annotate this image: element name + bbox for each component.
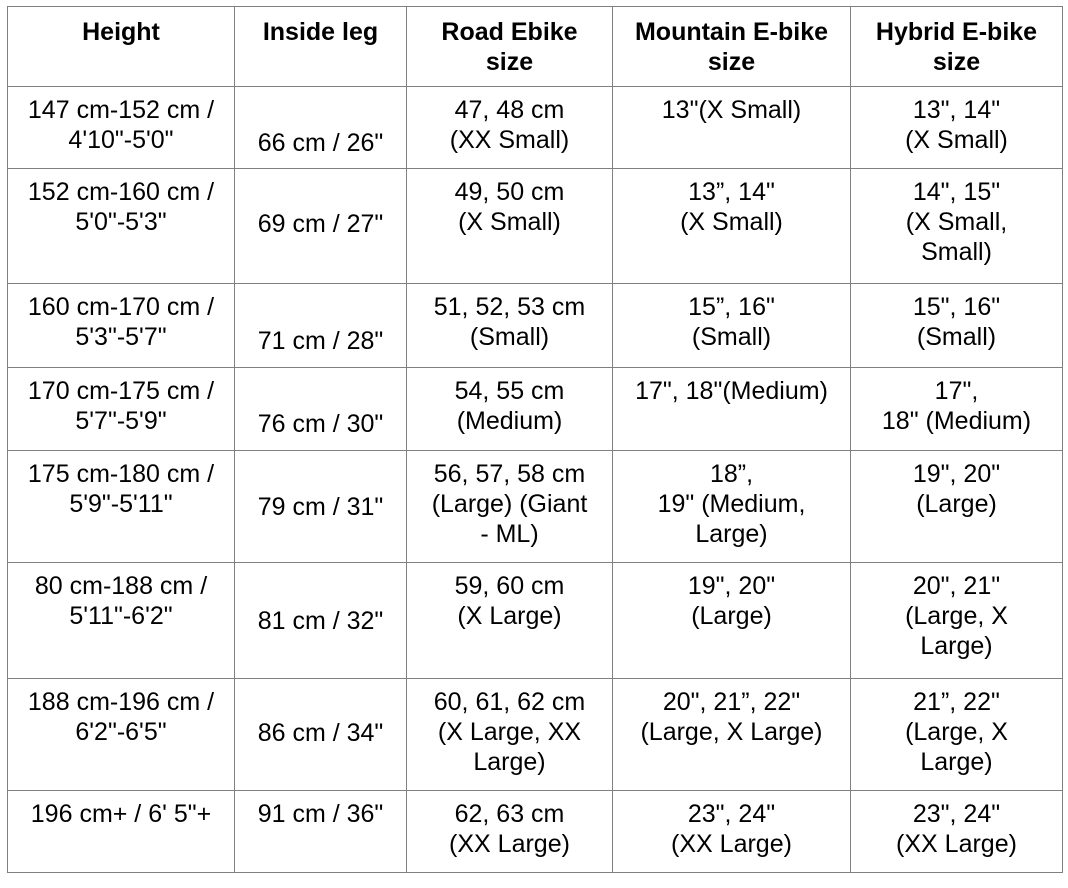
inside-leg-cell [235,563,407,679]
hybrid-size-cell: 19", 20" (Large) [851,451,1063,563]
header-road-ebike-size: Road Ebike size [407,7,613,87]
height-cell: 152 cm-160 cm / 5'0"-5'3" [8,169,235,284]
mountain-size-cell: 13"(X Small) [613,87,851,169]
inside-leg-cell [235,368,407,451]
height-cell: 196 cm+ / 6' 5"+ [8,791,235,873]
mountain-size-cell: 17", 18"(Medium) [613,368,851,451]
inside-leg-cell [235,284,407,368]
inside-leg-value: 76 cm / 30" [257,410,384,438]
inside-leg-cell [235,169,407,284]
header-mountain-ebike-size: Mountain E-bike size [613,7,851,87]
inside-leg-value: 71 cm / 28" [257,326,384,355]
bike-size-table [7,6,1063,873]
hybrid-size-cell: 14", 15" (X Small, Small) [851,169,1063,284]
mountain-size-cell: 13”, 14" (X Small) [613,169,851,284]
height-cell: 80 cm-188 cm / 5'11"-6'2" [8,563,235,679]
table-row [8,791,1063,873]
table-row [8,368,1063,451]
hybrid-size-cell: 21”, 22" (Large, X Large) [851,679,1063,791]
table-row [8,563,1063,679]
inside-leg-cell [235,679,407,791]
hybrid-size-cell: 17", 18" (Medium) [851,368,1063,451]
table-row [8,284,1063,368]
hybrid-size-cell: 15", 16" (Small) [851,284,1063,368]
inside-leg-value: 91 cm / 36" [257,800,384,828]
inside-leg-cell [235,791,407,873]
table-row [8,679,1063,791]
road-size-cell: 60, 61, 62 cm (X Large, XX Large) [407,679,613,791]
road-size-cell: 49, 50 cm (X Small) [407,169,613,284]
road-size-cell: 47, 48 cm (XX Small) [407,87,613,169]
table-row [8,87,1063,169]
inside-leg-value: 79 cm / 31" [257,492,384,521]
header-row [8,7,1063,87]
inside-leg-cell [235,87,407,169]
inside-leg-value: 86 cm / 34" [257,718,384,747]
road-size-cell: 62, 63 cm (XX Large) [407,791,613,873]
header-inside-leg: Inside leg [235,7,407,87]
table-row [8,451,1063,563]
road-size-cell: 56, 57, 58 cm (Large) (Giant - ML) [407,451,613,563]
mountain-size-cell: 18”, 19" (Medium, Large) [613,451,851,563]
table-row [8,169,1063,284]
inside-leg-value: 81 cm / 32" [257,606,384,635]
header-hybrid-ebike-size: Hybrid E-bike size [851,7,1063,87]
hybrid-size-cell: 20", 21" (Large, X Large) [851,563,1063,679]
height-cell: 147 cm-152 cm / 4'10"-5'0" [8,87,235,169]
height-cell: 175 cm-180 cm / 5'9"-5'11" [8,451,235,563]
mountain-size-cell: 19", 20" (Large) [613,563,851,679]
height-cell: 170 cm-175 cm / 5'7"-5'9" [8,368,235,451]
hybrid-size-cell: 13", 14" (X Small) [851,87,1063,169]
height-cell: 160 cm-170 cm / 5'3"-5'7" [8,284,235,368]
mountain-size-cell: 15”, 16" (Small) [613,284,851,368]
mountain-size-cell: 20", 21”, 22" (Large, X Large) [613,679,851,791]
hybrid-size-cell: 23", 24" (XX Large) [851,791,1063,873]
road-size-cell: 59, 60 cm (X Large) [407,563,613,679]
mountain-size-cell: 23", 24" (XX Large) [613,791,851,873]
inside-leg-value: 69 cm / 27" [257,210,384,238]
road-size-cell: 51, 52, 53 cm (Small) [407,284,613,368]
road-size-cell: 54, 55 cm (Medium) [407,368,613,451]
inside-leg-value: 66 cm / 26" [257,128,384,157]
height-cell: 188 cm-196 cm / 6'2"-6'5" [8,679,235,791]
inside-leg-cell [235,451,407,563]
header-height: Height [8,7,235,87]
